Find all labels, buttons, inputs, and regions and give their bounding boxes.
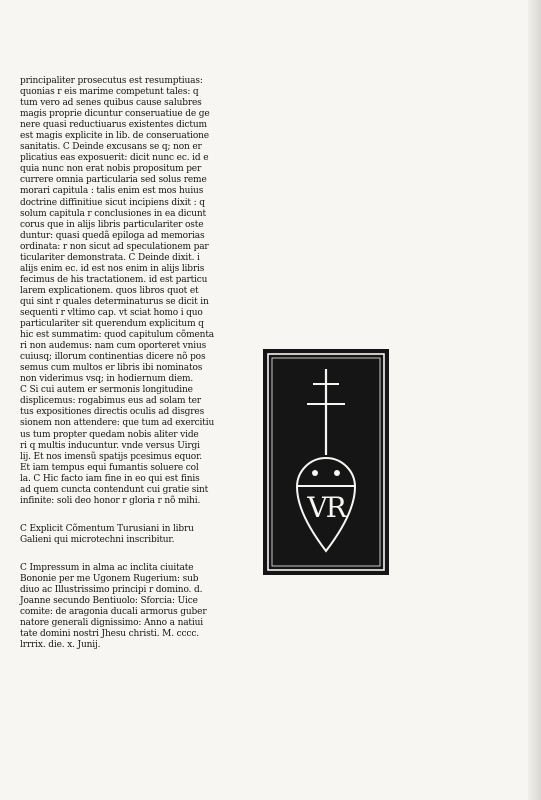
printer-mark-emblem: [263, 349, 389, 575]
orb-dot-right: [334, 470, 340, 476]
text-column: [20, 76, 242, 651]
explicit-paragraph: C Explicit Cõmentum Turusiani in libru Galieni qui microtechni inscribitur.: [20, 523, 194, 545]
orb-dot-left: [312, 470, 318, 476]
page-edge: [528, 0, 541, 800]
main-text-body: principaliter prosecutus est resumptiuas: quonias r eis marime competunt tales: q tum vero ad senes quibus cause salubres magis proprie dicuntur conseruatiue de ge nere quasi reductiuarus existentes dictum est magis explicite in lib. de conseruatione sanitatis. C Deinde excusans se q; non er plicatius eas exposuerit: dicit nunc ec. id e quia nunc non erat nobis propositum per currere omnia particularia sed solus reme morari capitula : talis enim est mos huius doctrine diffinitiue sicut incipiens dixit : q solum capitula r conclusiones in ea dicunt corus que in alijs libris particulariter oste duntur: quasi quedã epiloga ad memorias ordinata: r non sicut ad speculationem par ticulariter demonstrata. C Deinde dixit. i alijs enim ec. id est nos enim in alijs libris fecimus de his tractationem. id est particu larem explicationem. quos libros quot et qui sint r quales determinaturus se dicit in sequenti r vltimo cap. vt sciat homo i quo particulariter sit querendum explicitum q hic est summatim: quod capitulum cõmenta ri non audemus: nam cum oporteret vnius cuiusq; illorum continentias dicere nõ pos semus cum multos er libris ibi nominatos non viderimus vsq; in hodiernum diem. C Si cui autem er sermonis longitudine displicemus: rogabimus eus ad solam ter tus expositiones directis oculis ad disgres sionem non attendere: que tum ad exercitiu us tum propter quedam nobis aliter vide ri q multis inducuntur. vnde versus Uirgi lij. Et nos imensũ spatijs pcesimus equor. Et iam tempus equi fumantis soluere col la. C Hic facto iam fine in eo qui est finis ad quem cuncta contendunt cui gratie sint infinite: soli deo honor r gloria r nõ mihi.: [20, 76, 215, 506]
printer-mark-initials: VR: [307, 491, 345, 524]
colophon-paragraph: C Impressum in alma ac inclita ciuitate Bononie per me Ugonem Rugerium: sub diuo ac Illustrissimo principi r domino. d. Joanne secundo Bentiuolo: Sforcia: Uice comite: de aragonia ducali armorus guber natore generali dignissimo: Anno a natiui tate domini nostri Jhesu christi. M. cccc. lrrrix. die. x. Junij.: [20, 562, 207, 651]
printer-mark: [263, 349, 389, 575]
